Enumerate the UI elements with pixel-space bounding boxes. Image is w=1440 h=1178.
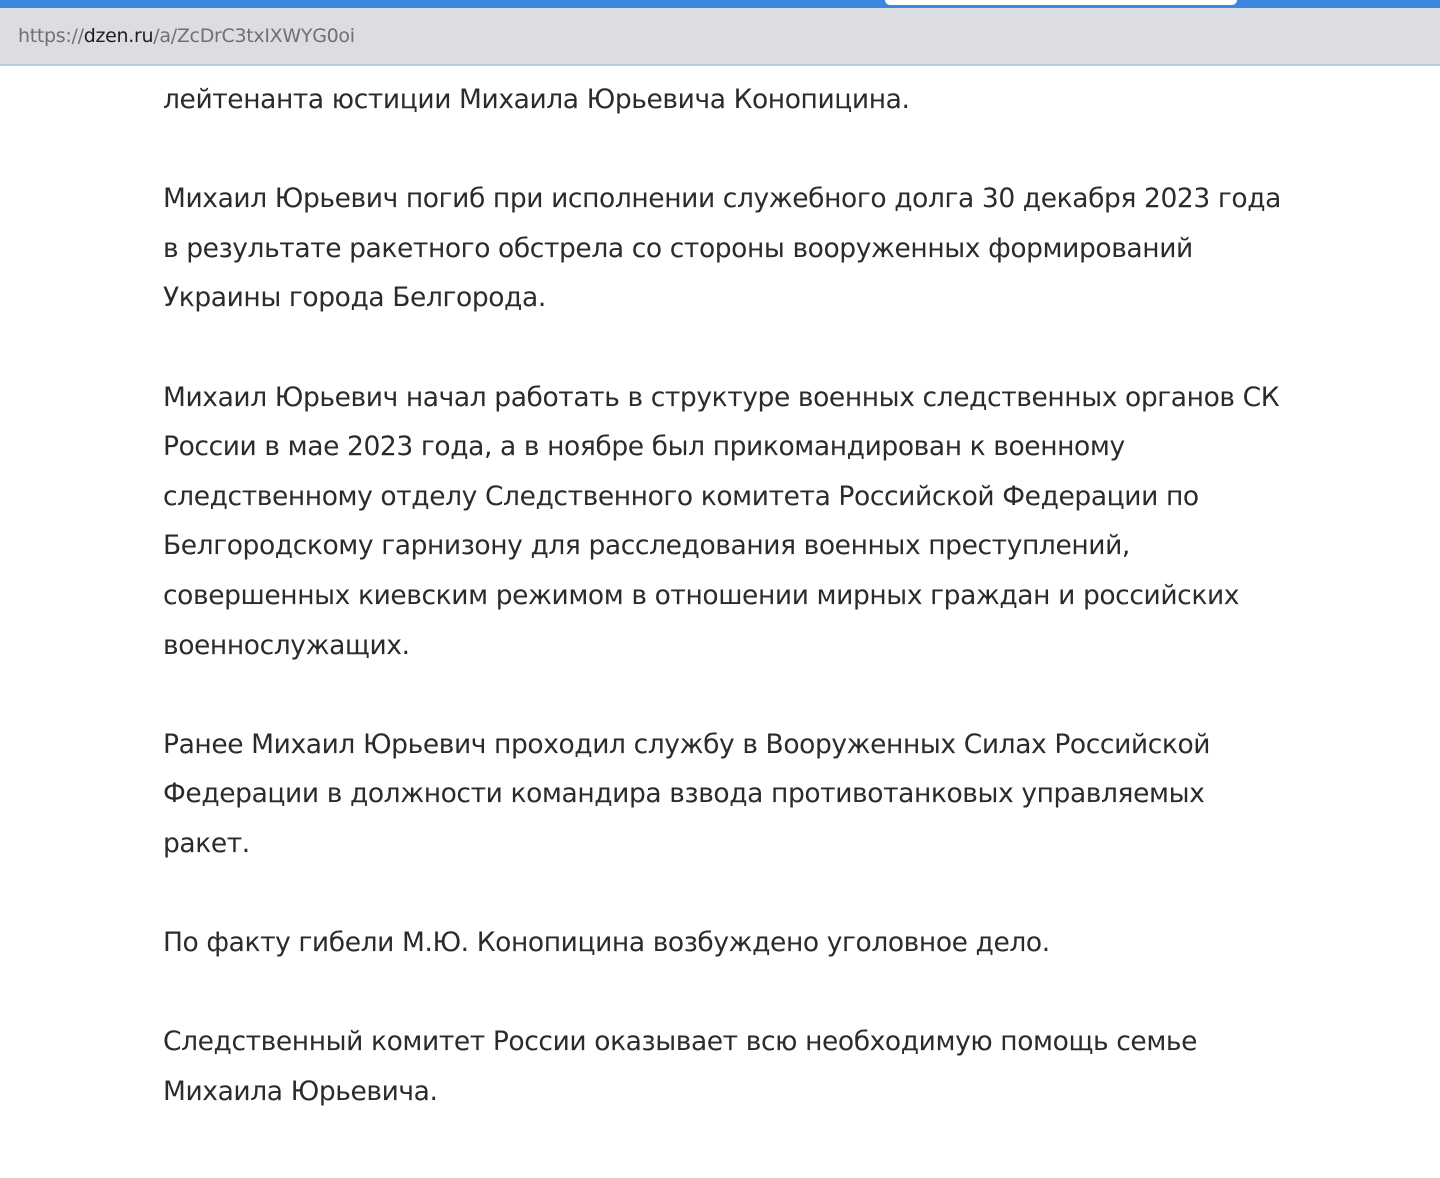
paragraph-line: в результате ракетного обстрела со стороны вооруженных формирований <box>163 232 1193 264</box>
paragraph-line: совершенных киевским режимом в отношении мирных граждан и российских <box>163 579 1240 611</box>
address-url[interactable] <box>18 25 355 47</box>
paragraph-line: ракет. <box>163 827 250 859</box>
paragraph-line: лейтенанта юстиции Михаила Юрьевича Конопицина. <box>163 84 910 115</box>
paragraph-line: следственному отделу Следственного комитета Российской Федерации по <box>163 480 1199 512</box>
address-bar[interactable] <box>0 8 1440 66</box>
url-host: dzen.ru <box>83 25 154 47</box>
browser-top-bar <box>0 0 1440 8</box>
article-paragraph <box>163 174 1323 323</box>
article-paragraph <box>163 918 1323 968</box>
browser-tab-stub[interactable] <box>885 0 1237 5</box>
paragraph-line: военнослужащих. <box>163 629 410 661</box>
paragraph-line: Следственный комитет России оказывает всю необходимую помощь семье <box>163 1026 1198 1058</box>
url-path: /a/ZcDrC3txIXWYG0oi <box>153 25 355 47</box>
paragraph-line: По факту гибели М.Ю. Конопицина возбуждено уголовное дело. <box>163 927 1050 959</box>
paragraph-line: Михаила Юрьевича. <box>163 1075 438 1107</box>
paragraph-line: Украины города Белгорода. <box>163 282 546 314</box>
article-body <box>163 75 1323 1116</box>
paragraph-line: Ранее Михаил Юрьевич проходил службу в Вооруженных Силах Российской <box>163 728 1211 760</box>
url-scheme: https:// <box>18 25 84 47</box>
article-paragraph <box>163 373 1323 671</box>
paragraph-line: Михаил Юрьевич начал работать в структуре военных следственных органов СК <box>163 381 1280 413</box>
paragraph-line: Федерации в должности командира взвода противотанковых управляемых <box>163 778 1205 810</box>
paragraph-line: Белгородскому гарнизону для расследования военных преступлений, <box>163 530 1130 562</box>
article-paragraph <box>163 75 1323 125</box>
article-paragraph <box>163 1017 1323 1116</box>
paragraph-line: Михаил Юрьевич погиб при исполнении служебного долга 30 декабря 2023 года <box>163 183 1281 215</box>
article-paragraph <box>163 720 1323 869</box>
paragraph-line: России в мае 2023 года, а в ноябре был прикомандирован к военному <box>163 431 1125 463</box>
